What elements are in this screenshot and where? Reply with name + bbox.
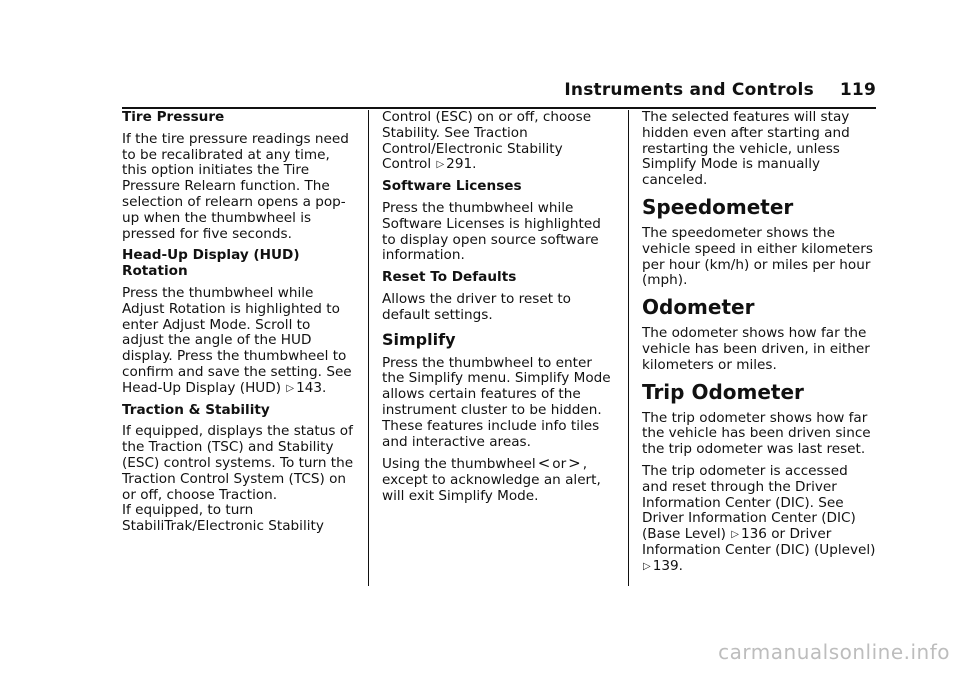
using-text-a: Using the thumbwheel [382,456,536,473]
column-divider-1 [368,110,369,586]
reset-defaults-text: Allows the driver to reset to default settings. [382,290,571,323]
software-licenses-text: Press the thumbwheel while Software Licenses is highlighted to display open source software information. [382,199,601,264]
dic-uplevel-page-link[interactable]: 139. [652,557,683,574]
hud-rotation-heading: Head-Up Display (HUD) Rotation [122,247,300,280]
hud-rotation-body: Press the thumbwheel while Adjust Rotation is highlighted to enter Adjust Mode. Scroll to adjust the angle of the HUD display. Press the thumbwheel to confirm and save the setting. See Head-Up Display (HUD) [122,284,352,396]
reset-defaults-heading: Reset To Defaults [382,269,517,286]
reference-arrow-icon: ▷ [436,159,445,171]
column-2 [382,110,616,511]
esc-text [382,110,616,173]
tire-pressure-text: If the tire pressure readings need to be recalibrated at any time, this option initiates the Tire Pressure Relearn function. The selection of relearn opens a pop-up when the thumbwheel is pressed for five seconds. [122,130,349,242]
section-title: Instruments and Controls [564,80,814,100]
chevron-right-icon: > [568,454,581,473]
traction-text-2: If equipped, to turn StabiliTrak/Electronic Stability [122,502,324,535]
traction-text-1: If equipped, displays the status of the Traction (TSC) and Stability (ESC) control systems. To turn the Traction Control System (TCS) on or off, choose Traction. [122,423,354,503]
dic-base-page-link[interactable]: 136 or [740,526,786,543]
speedometer-heading: Speedometer [642,194,794,219]
using-text-b: , except to acknowledge an alert, will exit Simplify Mode. [382,456,601,504]
simplify-thumbwheel-text [382,456,616,504]
reference-arrow-icon: ▷ [731,529,739,541]
hud-page-link[interactable]: 143. [296,379,327,396]
reference-arrow-icon: ▷ [286,382,295,394]
simplify-hidden-text: The selected features will stay hidden even after starting and restarting the vehicle, unless Simplify Mode is manually canceled. [642,109,850,189]
watermark[interactable]: carmanualsonline.info [718,640,950,664]
simplify-heading: Simplify [382,329,456,349]
esc-page-link[interactable]: 291. [446,156,477,173]
software-licenses-heading: Software Licenses [382,178,522,195]
chevron-left-icon: < [537,454,551,473]
page-number: 119 [839,80,876,100]
column-3 [642,110,876,581]
trip-body-3: Driver Information Center (DIC) (Uplevel) [642,526,876,558]
reference-arrow-icon: ▷ [643,560,651,572]
hud-rotation-text [122,286,356,397]
simplify-text: Press the thumbwheel to enter the Simplify menu. Simplify Mode allows certain features of the instrument cluster to be hidden. These features include info tiles and interactive areas. [382,354,611,450]
column-divider-2 [628,110,629,586]
trip-odometer-text-2 [642,464,876,575]
using-or: or [552,456,567,473]
trip-odometer-heading: Trip Odometer [642,379,804,404]
esc-body: Control (ESC) on or off, choose Stability. See Traction Control/Electronic Stability Control [382,109,592,173]
traction-stability-heading: Traction & Stability [122,401,270,418]
page-header [560,80,876,106]
trip-odometer-text-1: The trip odometer shows how far the vehicle has been driven since the trip odometer was last reset. [642,409,871,458]
odometer-heading: Odometer [642,295,755,320]
speedometer-text: The speedometer shows the vehicle speed in either kilometers per hour (km/h) or miles per hour (mph). [642,224,873,289]
trip-body-2: The trip odometer is accessed and reset through the Driver Information Center (DIC). See Driver Information Center (DIC) (Base Level) [642,462,856,543]
column-1 [122,110,356,541]
tire-pressure-heading: Tire Pressure [122,109,225,125]
odometer-text: The odometer shows how far the vehicle has been driven, in either kilometers or miles. [642,325,870,373]
